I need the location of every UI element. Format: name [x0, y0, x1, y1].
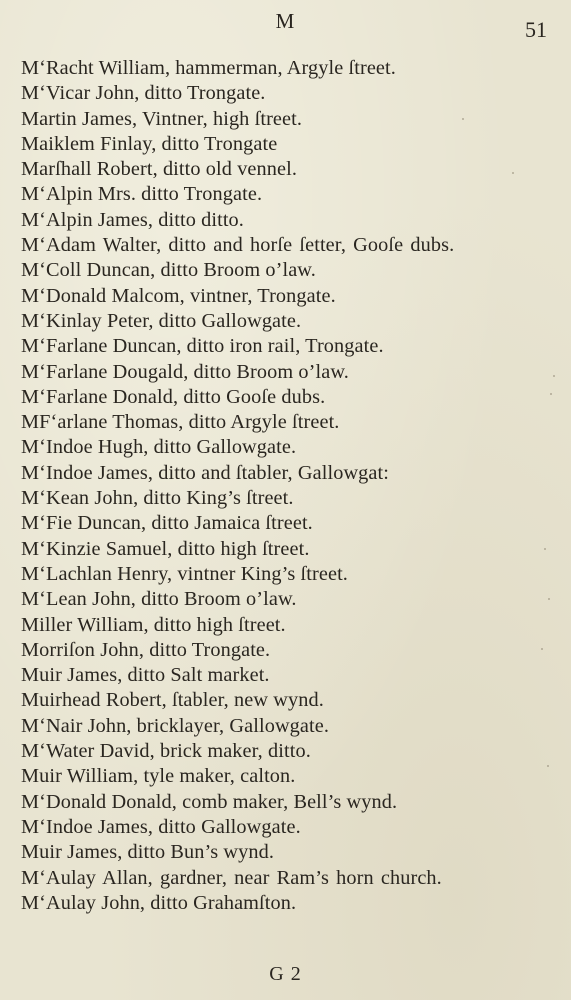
directory-entry: M‘Alpin James, ditto ditto. [21, 208, 244, 231]
paper-speck [544, 548, 546, 550]
directory-entry: M‘Adam Walter, ditto and horſe ſetter, Gooſe dubs. [21, 234, 455, 257]
paper-speck [541, 648, 543, 650]
directory-entry: Morriſon John, ditto Trongate. [21, 638, 271, 661]
directory-entry: M‘Kinzie Samuel, ditto high ſtreet. [21, 537, 310, 560]
directory-entry: M‘Alpin Mrs. ditto Trongate. [21, 183, 263, 206]
directory-entry: Maiklem Finlay, ditto Trongate [21, 132, 278, 155]
directory-entry: M‘Aulay John, ditto Grahamſton. [21, 891, 297, 914]
directory-entry: Muirhead Robert, ſtabler, new wynd. [21, 689, 324, 712]
directory-entry: Marſhall Robert, ditto old vennel. [21, 158, 298, 181]
directory-entry: M‘Donald Malcom, vintner, Trongate. [21, 284, 336, 307]
paper-speck [462, 118, 464, 120]
directory-entry: M‘Indoe James, ditto and ſtabler, Gallowgat: [21, 461, 389, 484]
paper-speck [548, 598, 550, 600]
directory-entry: M‘Farlane Dougald, ditto Broom o’law. [21, 360, 349, 383]
directory-entry: M‘Farlane Duncan, ditto iron rail, Trongate. [21, 335, 384, 358]
running-head: M [275, 9, 296, 33]
directory-entry: Muir James, ditto Salt market. [21, 664, 270, 687]
directory-entry: M‘Water David, brick maker, ditto. [21, 740, 311, 763]
paper-speck [550, 393, 552, 395]
directory-entry: M‘Indoe Hugh, ditto Gallowgate. [21, 436, 297, 459]
directory-entry: M‘Kean John, ditto King’s ſtreet. [21, 487, 294, 510]
directory-entry: MF‘arlane Thomas, ditto Argyle ſtreet. [21, 411, 340, 434]
directory-entry: M‘Coll Duncan, ditto Broom o’law. [21, 259, 316, 282]
directory-entry-list [21, 56, 549, 916]
directory-entry: Miller William, ditto high ſtreet. [21, 613, 286, 636]
signature-mark: G 2 [269, 963, 302, 985]
directory-entry: M‘Nair John, bricklayer, Gallowgate. [21, 714, 330, 737]
paper-speck [512, 172, 514, 174]
directory-entry: M‘Lachlan Henry, vintner King’s ſtreet. [21, 562, 348, 585]
directory-entry: M‘Fie Duncan, ditto Jamaica ſtreet. [21, 512, 313, 535]
directory-entry: M‘Aulay Allan, gardner, near Ram’s horn church. [21, 866, 442, 889]
directory-entry: Muir James, ditto Bun’s wynd. [21, 841, 275, 864]
page-number: 51 [525, 17, 547, 42]
directory-entry: Muir William, tyle maker, calton. [21, 765, 296, 788]
directory-entry: M‘Farlane Donald, ditto Gooſe dubs. [21, 385, 326, 408]
directory-entry: M‘Lean John, ditto Broom o’law. [21, 588, 297, 611]
directory-entry: M‘Donald Donald, comb maker, Bell’s wynd. [21, 790, 398, 813]
directory-entry: M‘Indoe James, ditto Gallowgate. [21, 815, 301, 838]
directory-entry: M‘Kinlay Peter, ditto Gallowgate. [21, 309, 302, 332]
paper-speck [547, 765, 549, 767]
directory-entry: M‘Racht William, hammerman, Argyle ſtreet. [21, 57, 396, 79]
paper-speck [553, 375, 555, 377]
directory-entry: M‘Vicar John, ditto Trongate. [21, 82, 266, 105]
directory-entry: Martin James, Vintner, high ſtreet. [21, 107, 303, 130]
